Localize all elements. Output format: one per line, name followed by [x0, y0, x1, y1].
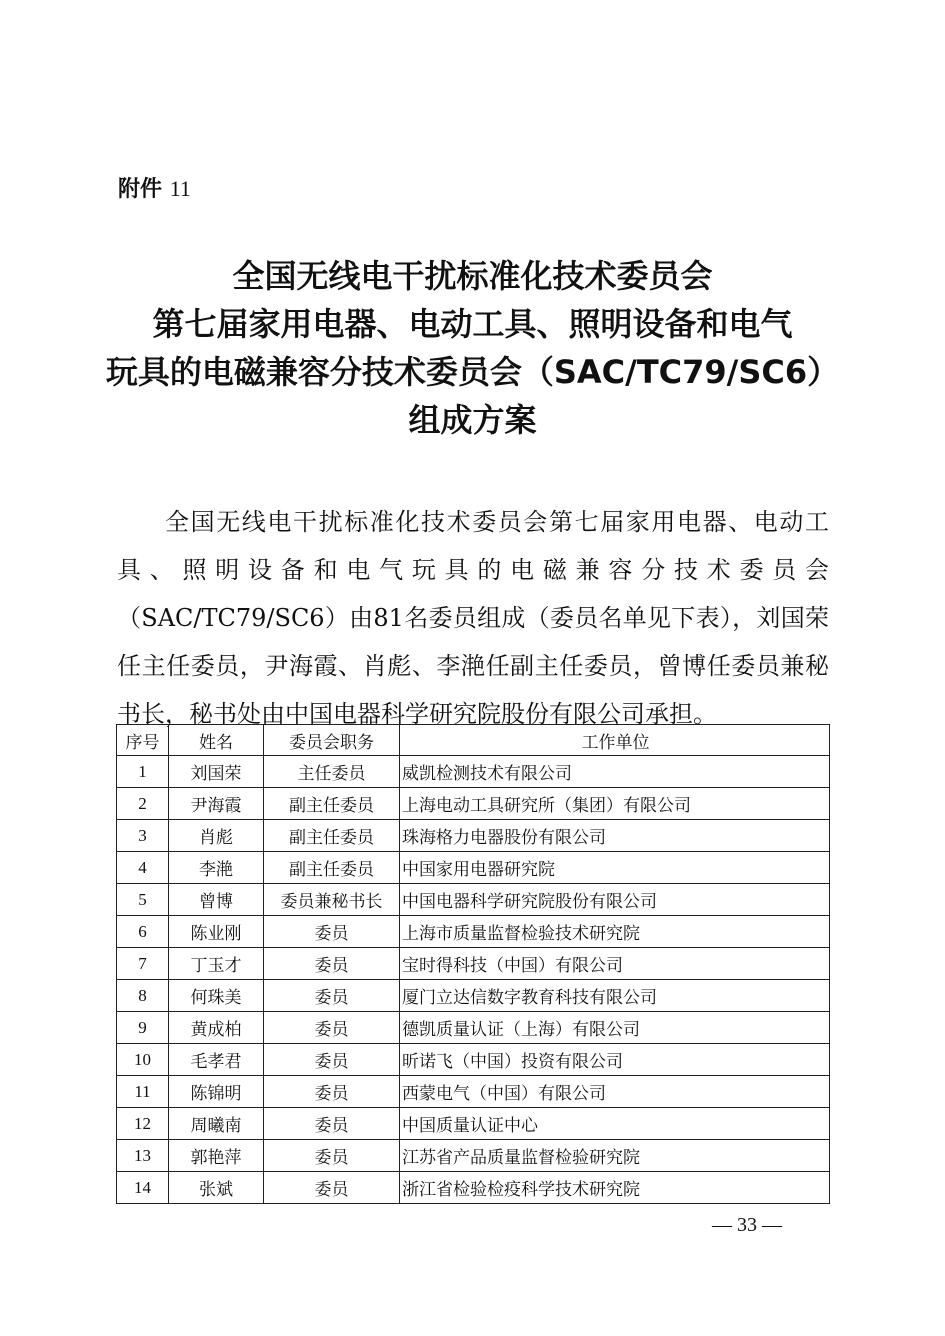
cell-no: 12	[117, 1108, 169, 1140]
cell-unit: 厦门立达信数字教育科技有限公司	[400, 980, 830, 1012]
cell-unit: 中国质量认证中心	[400, 1108, 830, 1140]
table-row	[117, 916, 830, 948]
attachment-number: 11	[169, 176, 191, 201]
cell-unit: 昕诺飞（中国）投资有限公司	[400, 1044, 830, 1076]
title-line-3: 玩具的电磁兼容分技术委员会（SAC/TC79/SC6）	[105, 353, 840, 391]
table-row	[117, 820, 830, 852]
cell-role: 副主任委员	[264, 788, 400, 820]
cell-role: 委员	[264, 948, 400, 980]
table-row	[117, 756, 830, 788]
attachment-label	[118, 172, 191, 203]
body-text: 全国无线电干扰标准化技术委员会第七届家用电器、电动工具、照明设备和电气玩具的电磁兼容分技术委员会（SAC/TC79/SC6）由81名委员组成（委员名单见下表），刘国荣任主任委员，尹海霞、肖彪、李滟任副主任委员，曾博任委员兼秘书长，秘书处由中国电器科学研究院股份有限公司承担。	[117, 508, 829, 728]
table-row	[117, 1044, 830, 1076]
cell-name: 郭艳萍	[169, 1140, 264, 1172]
cell-no: 14	[117, 1172, 169, 1204]
cell-role: 委员	[264, 980, 400, 1012]
header-no: 序号	[117, 725, 169, 756]
cell-no: 11	[117, 1076, 169, 1108]
cell-unit: 上海电动工具研究所（集团）有限公司	[400, 788, 830, 820]
cell-name: 陈锦明	[169, 1076, 264, 1108]
cell-no: 13	[117, 1140, 169, 1172]
title-line-1: 全国无线电干扰标准化技术委员会	[232, 257, 713, 295]
header-name: 姓名	[169, 725, 264, 756]
cell-role: 委员	[264, 1108, 400, 1140]
table-row	[117, 1172, 830, 1204]
cell-no: 1	[117, 756, 169, 788]
cell-no: 2	[117, 788, 169, 820]
cell-name: 陈业刚	[169, 916, 264, 948]
cell-no: 6	[117, 916, 169, 948]
body-paragraph	[117, 498, 829, 738]
table-row	[117, 948, 830, 980]
table-row	[117, 1140, 830, 1172]
cell-name: 李滟	[169, 852, 264, 884]
title-line-2: 第七届家用电器、电动工具、照明设备和电气	[152, 305, 793, 343]
cell-no: 5	[117, 884, 169, 916]
table-row	[117, 1076, 830, 1108]
title-line-4: 组成方案	[408, 401, 537, 439]
cell-no: 9	[117, 1012, 169, 1044]
cell-no: 3	[117, 820, 169, 852]
cell-unit: 珠海格力电器股份有限公司	[400, 820, 830, 852]
cell-unit: 宝时得科技（中国）有限公司	[400, 948, 830, 980]
cell-name: 曾博	[169, 884, 264, 916]
header-unit: 工作单位	[400, 725, 830, 756]
cell-no: 10	[117, 1044, 169, 1076]
cell-name: 刘国荣	[169, 756, 264, 788]
cell-role: 委员	[264, 1012, 400, 1044]
cell-unit: 中国电器科学研究院股份有限公司	[400, 884, 830, 916]
cell-role: 副主任委员	[264, 820, 400, 852]
cell-role: 委员	[264, 1044, 400, 1076]
cell-role: 委员	[264, 1140, 400, 1172]
table-row	[117, 1012, 830, 1044]
member-table	[116, 724, 830, 1204]
cell-unit: 德凯质量认证（上海）有限公司	[400, 1012, 830, 1044]
cell-unit: 上海市质量监督检验技术研究院	[400, 916, 830, 948]
cell-no: 8	[117, 980, 169, 1012]
cell-no: 4	[117, 852, 169, 884]
cell-role: 委员	[264, 1076, 400, 1108]
cell-name: 丁玉才	[169, 948, 264, 980]
table-row	[117, 980, 830, 1012]
attachment-text: 附件	[118, 177, 163, 202]
cell-name: 周曦南	[169, 1108, 264, 1140]
cell-no: 7	[117, 948, 169, 980]
cell-unit: 中国家用电器研究院	[400, 852, 830, 884]
cell-role: 主任委员	[264, 756, 400, 788]
table-row	[117, 1108, 830, 1140]
table-row	[117, 788, 830, 820]
cell-role: 委员	[264, 1172, 400, 1204]
cell-role: 副主任委员	[264, 852, 400, 884]
cell-role: 委员	[264, 916, 400, 948]
table-row	[117, 884, 830, 916]
cell-unit: 西蒙电气（中国）有限公司	[400, 1076, 830, 1108]
cell-name: 毛孝君	[169, 1044, 264, 1076]
cell-name: 张斌	[169, 1172, 264, 1204]
table-row	[117, 852, 830, 884]
header-role: 委员会职务	[264, 725, 400, 756]
cell-role: 委员兼秘书长	[264, 884, 400, 916]
cell-unit: 浙江省检验检疫科学技术研究院	[400, 1172, 830, 1204]
table-header-row	[117, 725, 830, 756]
cell-name: 何珠美	[169, 980, 264, 1012]
cell-unit: 江苏省产品质量监督检验研究院	[400, 1140, 830, 1172]
cell-unit: 威凯检测技术有限公司	[400, 756, 830, 788]
cell-name: 肖彪	[169, 820, 264, 852]
document-title	[80, 252, 865, 444]
cell-name: 尹海霞	[169, 788, 264, 820]
page-number: — 33 —	[712, 1214, 782, 1236]
cell-name: 黄成柏	[169, 1012, 264, 1044]
